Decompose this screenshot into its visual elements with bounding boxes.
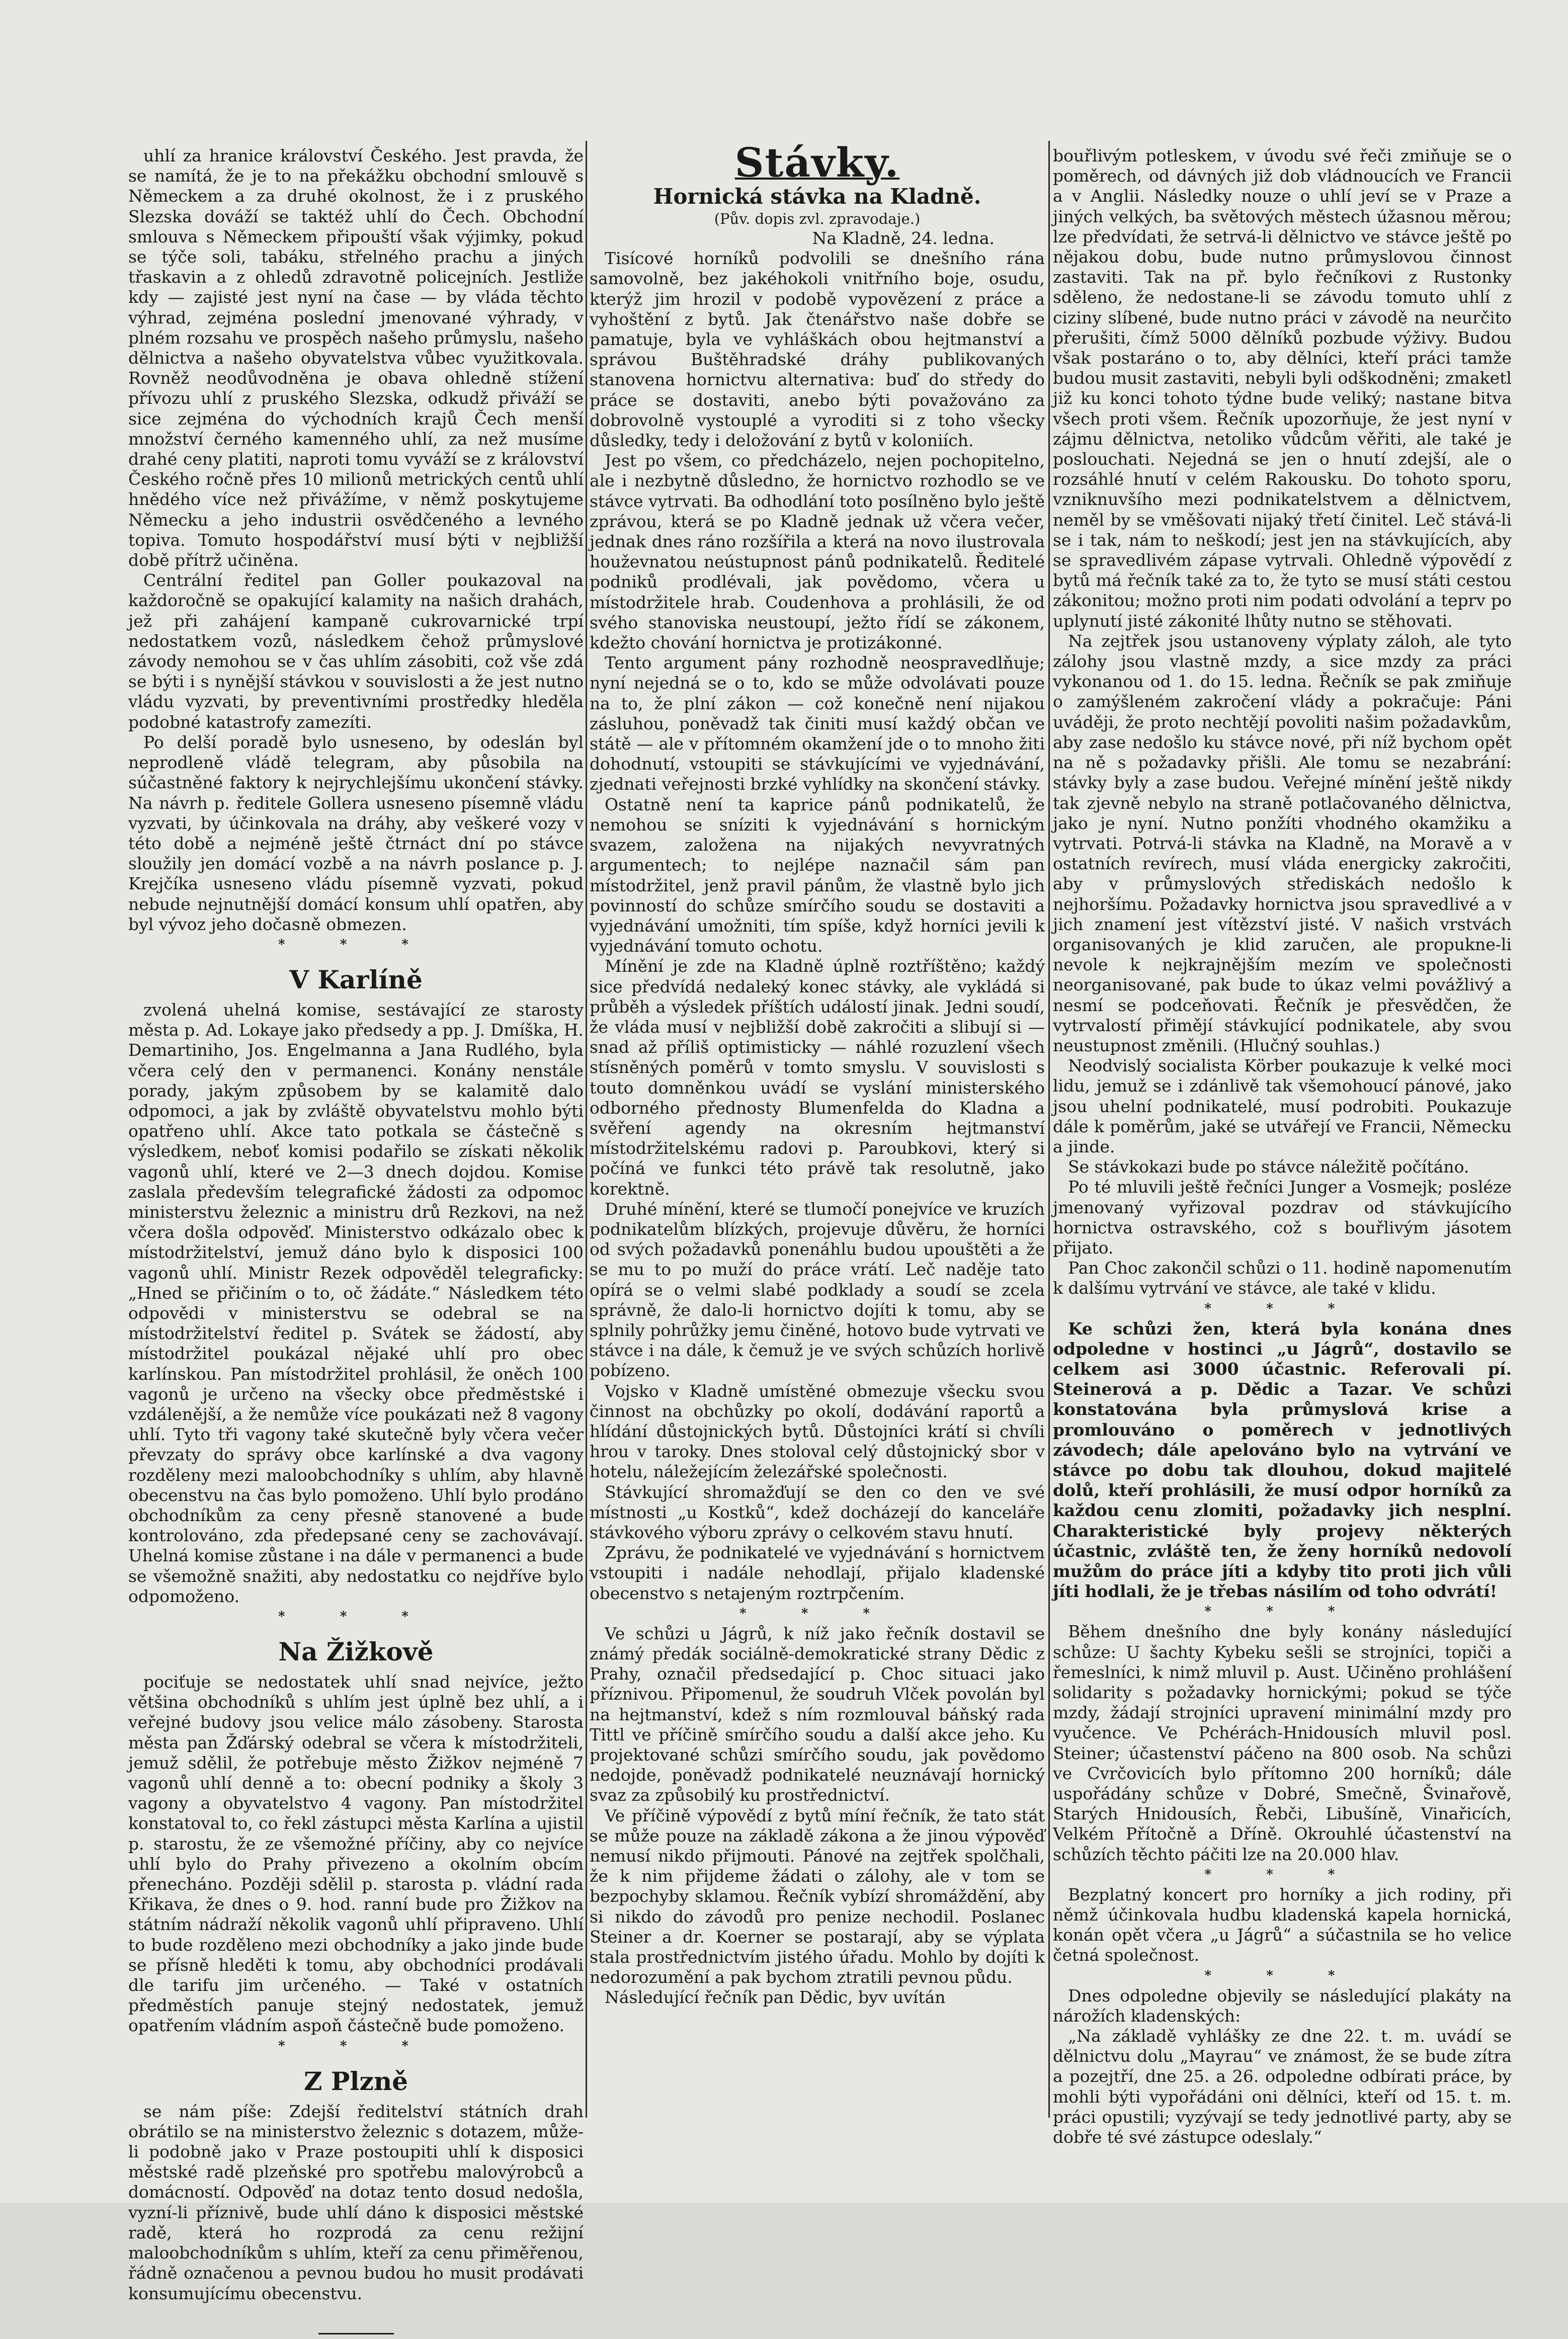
paragraph: Dnes odpoledne objevily se následující plakáty na nárožích kladenských: <box>1053 1985 1512 2026</box>
paragraph: Neodvislý socialista Körber poukazuje k velké moci lidu, jemuž se i zdánlivě tak všemohoucí pánové, jako jsou uhelní podnikatelé, musí podrobiti. Poukazuje dále k poměrům, jaké se utvářejí ve Francii, Německu a jinde. <box>1053 1056 1512 1156</box>
column-rule <box>586 141 587 2118</box>
paragraph: Během dnešního dne byly konány následující schůze: U šachty Kybeku sešli se strojníci, topiči a řemeslníci, k nimž mluvil p. Aust. Učiněno prohlášení solidarity s požadavky hornickými; pokud se týče mzdy, žádají strojníci upravení minimální mzdy pro vyučence. Ve Pchérách-Hnidousích mluvil posl. Steiner; účastenství páčeno na 800 osob. Na schůzi ve Cvrčovicích bylo přítomno 200 horníků; dále uspořádány schůze v Dobré, Smečně, Švinařově, Starých Hnidousích, Řebči, Libušíně, Vinařicích, Velkém Přítočně a Dříně. Okrouhlé účastenství na schůzích těchto páčiti lze na 20.000 hlav. <box>1053 1622 1512 1864</box>
paragraph: Tisícové horníků podvolili se dnešního rána samovolně, bez jakéhokoli vnitřního boje, osudu, kterýž jim hrozil v podobě vypovězení z práce a vyhoštění z bytů. Jak čtenářstvo naše dobře se pamatuje, byla ve vyhláškách obou hejtmanství a správou Buštěhradské dráhy publikovaných stanovena hornictvu alternativa: buď do středy do práce se dostaviti, anebo býti považováno za dobrovolně vystouplé a vyroditi si z toho všecky důsledky, tedy i deložování z bytů v koloniích. <box>590 248 1045 451</box>
paragraph: bouřlivým potleskem, v úvodu své řeči zmiňuje se o poměrech, od dávných již dob vládnoucích ve Francii a v Anglii. Následky nouze o uhlí jeví se v Praze a jiných velkých, ba světových městech úžasnou měrou; lze předvídati, že setrvá-li dělnictvo ve stávce ještě po nějakou dobu, bude nutno průmyslovou činnost zastaviti. Tak na př. bylo řečníkovi z Rustonky sděleno, že nedostane-li se závodu tomuto uhlí z ciziny slíbené, bude nutno práci v závodě na neurčito přerušiti, čímž 5000 dělníků pozbude výživy. Budou však postaráno o to, aby dělníci, kteří práci tamže budou musit zastaviti, nebyli byli odškodněni; zmaketl již ku konci tohoto týdne bude veliký; nastane bitva všech proti všem. Řečník upozorňuje, že jest nyní v zájmu dělnictva, netoliko vůdcům věřiti, ale také je poslouchati. Nejedná se jen o hnutí zdejší, ale o rozsáhlé hnutí v celém Rakousku. Do tohoto sporu, vzniknuvšího mezi podnikatelstvem a dělnictvem, neměl by se vměšovati nijaký třetí činitel. Leč stává-li se i tak, nám to neškodí; jest jen na stávkujících, aby se spravedlivém zápase vytrvali. Ohledně výpovědí z bytů má řečník také za to, že tyto se musí státi cestou zákonitou; možno proti nim podati odvolání a teprv po uplynutí jisté zákonité lhůty nutno se stěhovati. <box>1053 146 1512 631</box>
paragraph: Ostatně není ta kaprice pánů podnikatelů, že nemohou se sníziti k vyjednávání s hornickým svazem, založena na nijakých nevyvratných argumentech; to nejlépe naznačil sám pan místodržitel, jenž pravil pánům, že vlastně bylo jich povinností do schůze smírčího soudu se dostaviti a vyjednávání umožniti, tím spíše, když horníci jevili k vyjednávání tomuto ochotu. <box>590 794 1045 956</box>
section-heading-zizkov: Na Žižkově <box>278 1637 434 1667</box>
paragraph: Centrální ředitel pan Goller poukazoval na každoročně se opakující kalamity na našich drahách, jež při zahájení kampaně cukrovarnické trpí nedostatkem vozů, následkem čehož průmyslové závody nemohou se v čas uhlím zásobiti, což vše zdá se býti i s nynější stávkou v souvislosti a že jest nutno vládu vyzvati, by preventivními prostředky hleděla podobné katastrofy zamezíti. <box>128 570 584 732</box>
column-rule <box>1048 141 1050 2118</box>
paragraph: Mínění je zde na Kladně úplně roztříštěno; každý sice předvídá nedaleký konec stávky, ale vykládá si průběh a výsledek příštích událostí jinak. Jedni soudí, že vláda musí v nejbližší době zakročiti a slibují si — snad až příliš optimisticky — náhlé rozuzlení všech stísněných poměrů v tomto smyslu. V souvislosti s touto domněnkou uvádí se vyslání ministerského odborného přednosty Blumenfelda do Kladna a svěření agendy na okresním hejtmanství místodržitelskému radovi p. Paroubkovi, který si počíná ve funkci této právě tak resolutně, jako korektně. <box>590 956 1045 1199</box>
paragraph: zvolená uhelná komise, sestávající ze starosty města p. Ad. Lokaye jako předsedy a pp. J. Dmíška, H. Demartiniho, Jos. Engelmanna a Jana Rudlého, byla včera celý den v permanenci. Konány nenstále porady, jakým způsobem by se kalamitě dalo odpomoci, a jak by zvláště obyvatelstvu mohlo býti opatřeno uhlí. Akce tato potkala se částečně s výsledkem, neboť komisi podařilo se získati několik vagonů uhlí, které ve 2—3 dnech dojdou. Komise zaslala především telegrafické žádosti za odpomoc ministerstvu železnic a ministru drů Rezkovi, na než včera došla odpověď. Ministerstvo odkázalo obec k místodržitelství, jemuž dáno bylo k disposici 100 vagonů uhlí. Ministr Rezek odpověděl telegraficky: „Hned se přičiním o to, oč žádáte.“ Následkem této odpovědi v ministerstvu se odebral se na místodržitelství ředitel p. Svátek se žádostí, aby místodržitel poukázal nějaké uhlí pro obec karlínskou. Pan místodržitel prohlásil, že oněch 100 vagonů je určeno na všecky obce předměstské i vzdálenější, a že nemůže více poukázati než 8 vagony uhlí. Tyto tři vagony také skutečně byly včera večer převzaty do správy obce karlínské a dva vagony rozděleny mezi maloobchodníky s uhlím, aby hlavně obecenstvu na čas bylo pomoženo. Uhlí bylo prodáno obchodníkům za ceny přesně stanovené a bude kontrolováno, zda předepsané ceny se zachovávají. Uhelná komise zůstane i na dále v permanenci a bude se všemožně snažiti, aby nedostatku co nejdříve bylo odpomoženo. <box>128 999 584 1606</box>
correspondent-note: (Pův. dopis zvl. zpravodaje.) <box>714 210 921 227</box>
paragraph: „Na základě vyhlášky ze dne 22. t. m. uvádí se dělnictvu dolu „Mayrau“ ve známost, že se bude zítra a pozejtří, dne 25. a 26. odpoledne odbírati práce, by mohli býti vypořádáni oni dělníci, kteří od 15. t. m. práci opustili; vyzývají se tedy jednotlivé party, aby se dobře té své zástupce odeslaly.“ <box>1053 2026 1512 2147</box>
section-heading-plzen: Z Plzně <box>303 2066 408 2096</box>
paragraph: Jest po všem, co předcházelo, nejen pochopitelno, ale i nezbytně důsledno, že hornictvo rozhodlo se ve stávce vytrvati. Ba odhodlání toto posílněno bylo ještě zprávou, která se po Kladně jednak už včera večer, jednak dnes ráno rozšířila a která na novo ilustrovala houževnatou neústupnost pánů podnikatelů. Ředitelé podniků prodlévali, jak povědomo, včera u místodržitele hrab. Coudenhova a prohlásili, že od svého stanoviska neustoupí, ježto řídí se zákonem, kdežto chování hornictva je protizákonné. <box>590 451 1045 653</box>
paragraph: Po té mluvili ještě řečníci Junger a Vosmejk; posléze jmenovaný vyřizoval pozdrav od stávkujícího hornictva ostravského, což s bouřlivým jásotem přijato. <box>1053 1177 1512 1258</box>
paragraph: Bezplatný koncert pro horníky a jich rodiny, při němž účinkovala hudbu kladenská kapela hornická, konán opět včera „u Jágrů“ a súčastnila se ho velice četná společnost. <box>1053 1884 1512 1965</box>
end-rule <box>128 2319 584 2339</box>
column-right <box>1053 146 1512 2147</box>
separator: * * * <box>278 937 434 952</box>
paragraph: Zprávu, že podnikatelé ve vyjednávání s hornictvem vstoupiti i nadále nehodlají, přijalo kladenské obecenstvo s netajeným roztrpčením. <box>590 1543 1045 1603</box>
paragraph: Ve schůzi u Jágrů, k níž jako řečník dostavil se známý předák sociálně-demokratické strany Dědic z Prahy, označil předsedající p. Choc situaci jako příznivou. Připomenul, že soudruh Vlček povolán byl na hejtmanství, kdež s ním rozmlouval báňský rada Tittl ve příčině smírčího soudu a další akce jeho. Ku projektované schůzi smírčího soudu, jak povědomo nedojde, poněvadž podnikatelé neuznávají hornický svaz za způsobilý ku prostřednictví. <box>590 1623 1045 1805</box>
paragraph: pociťuje se nedostatek uhlí snad nejvíce, ježto většina obchodníků s uhlím jest úplně bez uhlí, a i veřejné budovy jsou velice málo zásobeny. Starosta města pan Žďárský odebral se včera k místodržiteli, jemuž sdělil, že potřebuje město Žižkov nejméně 7 vagonů uhlí denně a to: obecní podniky a školy 3 vagony a obyvatelstvo 4 vagony. Pan místodržitel konstatoval to, co řekl zástupci města Karlína a ujistil p. starostu, že ze všemožné příčiny, aby co nejvíce uhlí bylo do Prahy přivezeno a okolním obcím přenecháno. Později sdělil p. starosta p. vládní rada Křikava, že dnes o 9. hod. ranní bude pro Žižkov na státním nádraží několik vagonů uhlí připraveno. Uhlí to bude rozděleno mezi obchodníky a jako jinde bude se přísně hleděti k tomu, aby obchodníci prodávali dle tarifu jim určeného. — Také v ostatních předměstích panuje stejný nedostatek, jemuž opatřením vládním aspoň částečně bude pomoženo. <box>128 1672 584 2036</box>
separator: * * * <box>1204 1968 1360 1983</box>
separator: * * * <box>1204 1867 1360 1882</box>
separator: * * * <box>1204 1301 1360 1316</box>
paragraph: Ve příčině výpovědí z bytů míní řečník, že tato stát se může pouze na základě zákona a že jinou výpověď nemusí nikdo přijmouti. Pánové na zejtřek spolčhali, že k nim přijdeme žádati o zálohy, ale v tom se bezpochyby sklamou. Řečník vybízí shromáždění, aby si nikdo do závodů pro penize nechodil. Poslanec Steiner a dr. Koerner se postarají, aby se výplata stala prostřednictvím jistého úřadu. Mohlo by dojíti k nedorozumění a pak bychom ztratili pevnou půdu. <box>590 1805 1045 1987</box>
separator: * * * <box>278 1609 434 1625</box>
paragraph: Následující řečník pan Dědic, byv uvítán <box>605 1987 946 2008</box>
paragraph: Po delší poradě bylo usneseno, by odeslán byl neprodleně vládě telegram, aby působila na súčastněné faktory k nejrychlejšímu ukončení stávky. Na návrh p. ředitele Gollera usneseno písemně vládu vyzvati, by účinkovala na dráhy, aby veškeré vozy v této době a nejméně ještě čtrnáct dní po stávce sloužily jen domácí vozbě a na návrh poslance p. J. Krejčíka usneseno vládu písemně vyzvati, pokud nebude nejnutnější domácí konsum uhlí opatřen, aby byl vývoz jeho dočasně obmezen. <box>128 732 584 934</box>
separator: * * * <box>739 1606 895 1621</box>
section-masthead: Stávky. <box>734 139 900 186</box>
article-headline: Hornická stávka na Kladně. <box>653 184 981 209</box>
column-left <box>128 146 584 2303</box>
paragraph: Pan Choc zakončil schůzi o 11. hodině napomenutím k dalšímu vytrvání ve stávce, ale také v klidu. <box>1053 1258 1512 1298</box>
paragraph: Ke schůzi žen, která byla konána dnes odpoledne v hostinci „u Jágrů“, dostavilo se celkem asi 3000 účastnic. Referovali pí. Steinerová a p. Dědic a Tazar. Ve schůzi konstatována byla průmyslová krise a promlouváno o poměrech v jednotlivých závodech; dále apelováno bylo na vytrvání ve stávce po dobu tak dlouhou, dokud majitelé dolů, kteří prohlásili, že musí odpor horníků za každou cenu zlomiti, požadavky jich nesplní. Charakteristické byly projevy některých účastnic, zvláště ten, že ženy horníků nedovolí mužům do práce jíti a kdyby tito proti jich vůli jíti hodlali, že je třebas násilím od toho odvrátí! <box>1053 1318 1512 1602</box>
paragraph: Tento argument pány rozhodně neospravedlňuje; nyní nejedná se o to, kdo se může odvolávati pouze na to, že plní zákon — což konečně není nijakou zásluhou, poněvadž tak činiti musí každý občan ve státě — ale v přítomném okamžení jde o to mnoho žiti dohodnutí, vstoupiti se stávkujícími ve vyjednávání, zjednati veřejnosti brzké vyhlídky na skončení stávky. <box>590 653 1045 794</box>
paragraph: Se stávkokazi bude po stávce náležitě počítáno. <box>1068 1157 1469 1177</box>
paragraph: uhlí za hranice království Českého. Jest pravda, že se namítá, že je to na překážku obchodní smlouvě s Německem a za druhé okolnost, že i z pruského Slezska dováží se taktéž uhlí do Čech. Obchodní smlouva s Německem připouští však výjimky, pokud se týče soli, tabáku, střelného prachu a jiných třaskavin a z ohledů zdravotně policejních. Jestliže kdy — zajisté jest nyní na čase — by vláda těchto výhrad, zejména poslední jmenované výhrady, v plném rozsahu ve prospěch našeho průmyslu, našeho dělnictva a našeho obyvatelstva vůbec využitkovala. Rovněž neodůvodněna je obava ohledně stížení přívozu uhlí z pruského Slezska, odkudž přiváží se sice zejména do východních krajů Čech menší množství černého kamenného uhlí, za než musíme drahé ceny platiti, naproti tomu vyváží se z království Českého ročně přes 10 milionů metrických centů uhlí hnědého více než přivážíme, v němž poskytujeme Německu a jeho industrii osvědčeného a levného topiva. Tomuto hospodářství musí býti v nejbližší době přítrž učiněna. <box>128 146 584 570</box>
separator: * * * <box>1204 1604 1360 1620</box>
paragraph: Druhé mínění, které se tlumočí ponejvíce ve kruzích podnikatelům blízkých, projevuje důvěru, že horníci od svých požadavků ponenáhlu budou upouštěti a že se mu to po muží do práce vrátí. Leč naděje tato opírá se o velmi slabé podklady a soudí se zcela správně, že dalo-li hornictvo dojíti k tomu, aby se splnily pohrůžky jemu činěné, hotovo bude vytrvati ve stávce i na dále, k čemuž je ve svých schůzích horlivě pobízeno. <box>590 1199 1045 1381</box>
paragraph: Na zejtřek jsou ustanoveny výplaty záloh, ale tyto zálohy jsou vlastně mzdy, a sice mzdy za práci vykonanou od 1. do 15. ledna. Řečník se pak zmiňuje o zamýšleném zakročení vlády a pokračuje: Páni uváději, že proto nechtějí povoliti našim požadavkům, aby zase nedošlo ku stávce nové, při níž bychom opět na ně s požadavky přišli. Ale tomu se nezabrání: stávky byly a zase budou. Veřejné mínění ještě nikdy tak zjevně nebylo na straně potlačovaného dělnictva, jako je nyní. Nutno ponžíti vhodného okamžiku a vytrvati. Potrvá-li stávka na Kladně, na Moravě a v ostatních revírech, musí vláda energicky zakročiti, aby v průmyslových střediskách nedošlo k nejhoršímu. Požadavky hornictva jsou spravedlivé a v jich znamení jest vítězství jisté. V našich vrstvách organisovaných je klid zaručen, ale propukne-li nevole k nejkrajnějším mezím ve společnosti neorganisované, pak bude to úkaz velmi povážlivý a nesmí se podceňovati. Řečník je přesvědčen, že vytrvalostí přimějí stávkující podnikatele, aby svou neustupnost změnili. (Hlučný souhlas.) <box>1053 631 1512 1055</box>
section-heading-karlin: V Karlíně <box>289 964 423 994</box>
paragraph: se nám píše: Zdejší ředitelství státních drah obrátilo se na ministerstvo železnic s dotazem, může-li podobně jako v Praze postoupiti uhlí k disposici městské radě plzeňské pro spotřebu malovýrobců a domácností. Odpověď na dotaz tento dosud nedošla, vyzní-li příznivě, bude uhlí dáno k disposici městské radě, která ho rozprodá za cenu režijní maloobchodníkům s uhlím, kteří za cenu přiměřenou, řádně označenou a pevnou budou ho musit prodávati konsumujícímu obecenstvu. <box>128 2101 584 2303</box>
paragraph: Stávkující shromažďují se den co den ve své místnosti „u Kostků“, kdež docházejí do kanceláře stávkového výboru zprávy o celkovém stavu hnutí. <box>590 1482 1045 1542</box>
column-middle <box>590 139 1045 2123</box>
dateline: Na Kladně, 24. ledna. <box>812 228 995 248</box>
paragraph: Vojsko v Kladně umístěné obmezuje všecku svou činnost na obchůzky po okolí, dodávání raportů a hlídání důstojnických bytů. Důstojníci krátí si chvíli hrou v taroky. Dnes stoloval celý důstojnický sbor v hotelu, náležejícím železářské společnosti. <box>590 1381 1045 1482</box>
separator: * * * <box>278 2038 434 2054</box>
